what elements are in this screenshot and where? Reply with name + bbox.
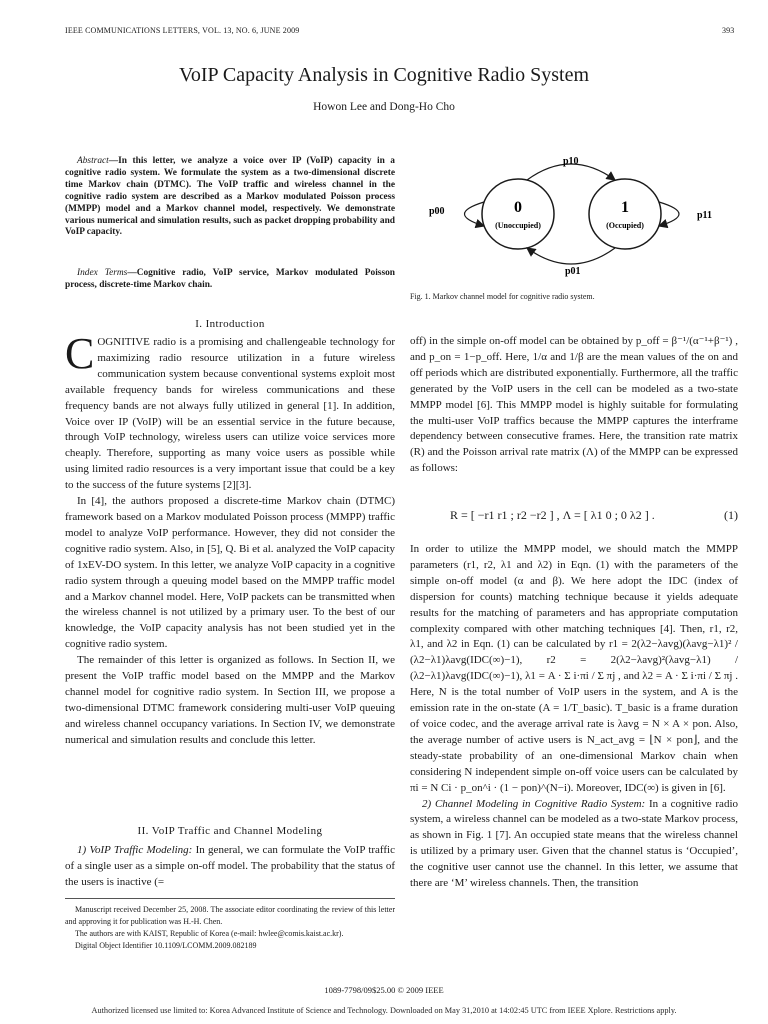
self-loop-p00-arrow bbox=[465, 202, 485, 226]
subsection-1-title: 1) VoIP Traffic Modeling: bbox=[77, 844, 193, 856]
running-header: IEEE COMMUNICATIONS LETTERS, VOL. 13, NO. 6, JUNE 2009 bbox=[65, 26, 300, 35]
index-terms-label: Index Terms bbox=[77, 268, 128, 278]
intro-paragraph-2: In [4], the authors proposed a discrete-time Markov chain (DTMC) framework based on a Markov modulated Poisson process (MMPP) traffic model to analyze VoIP performance. However, they did not consider the cognitive radio system. Also, in [5], Q. Bi et al. analyzed the VoIP capacity of 1xEV-DO system. In this letter, we analyze VoIP capacity in a cognitive radio system through a queuing model based on the MMPP traffic model and a Markov channel model. Here, VoIP packets can be transmitted when the wireless channel is not utilized by a primary user. To the best of our knowledge, the VoIP capacity analysis has not been studied yet in the cognitive radio system. bbox=[65, 495, 395, 651]
equation-1 bbox=[450, 508, 738, 523]
label-p11: p11 bbox=[697, 210, 713, 221]
label-p10: p10 bbox=[563, 156, 579, 167]
label-p01: p01 bbox=[565, 266, 581, 277]
right-column-body bbox=[410, 334, 738, 477]
state-1-label: (Occupied) bbox=[606, 221, 644, 230]
intro-paragraph-3: The remainder of this letter is organized as follows. In Section II, we present the VoIP traffic model based on the MMPP and the Markov channel model for cognitive radio system. In Section III, we propose a two-dimensional DTMC framework considering multi-user VoIP queuing and wireless channel occupancy variations. In Section IV, we demonstrate numerical and simulation results and conclude this letter. bbox=[65, 654, 395, 746]
subsection-2-title: 2) Channel Modeling in Cognitive Radio System: bbox=[422, 797, 646, 810]
channel-model-paragraph bbox=[410, 797, 738, 892]
footnote-doi: Digital Object Identifier 10.1109/LCOMM.2009.082189 bbox=[75, 941, 257, 950]
state-1-value: 1 bbox=[621, 199, 629, 216]
section-2-body bbox=[65, 843, 395, 891]
footnote-affiliation: The authors are with KAIST, Republic of Korea (e-mail: hwlee@comis.kaist.ac.kr). bbox=[75, 929, 344, 938]
traffic-model-paragraph bbox=[65, 843, 395, 891]
equation-1-number: (1) bbox=[724, 508, 738, 522]
dropcap: C bbox=[65, 329, 95, 378]
label-p00: p00 bbox=[429, 206, 445, 217]
paper-title: VoIP Capacity Analysis in Cognitive Radio System bbox=[179, 64, 589, 86]
self-loop-p11-arrow bbox=[659, 202, 679, 226]
section-1-heading: I. Introduction bbox=[195, 318, 265, 330]
section-1-body bbox=[65, 329, 395, 749]
abstract bbox=[65, 156, 395, 239]
transition-p01-arrow bbox=[527, 248, 615, 264]
traffic-model-continued: off) in the simple on-off model can be obtained by p_off = β⁻¹/(α⁻¹+β⁻¹) , and p_on = 1−p_off. Here, 1/α and 1/β are the mean values of the on and off periods which are distributed exponentially. Furthermore, all the traffic generated by the VoIP users in the cell can be modeled as a two-state MMPP model [6]. This MMPP model is highly suitable for formulating the multi-user VoIP traffics because the MMPP captures the interframe dependency between consecutive frames. Here, the transition rate matrix (R) and the Poisson arrival rate matrix (Λ) of the MMPP can be expressed as follows: bbox=[410, 335, 738, 475]
copyright-line: 1089-7798/09$25.00 © 2009 IEEE bbox=[324, 985, 444, 995]
author-list: Howon Lee and Dong-Ho Cho bbox=[313, 101, 455, 113]
intro-paragraph-1 bbox=[65, 329, 395, 494]
abstract-label: Abstract bbox=[77, 156, 109, 166]
footnote-rule bbox=[65, 898, 395, 899]
state-0-label: (Unoccupied) bbox=[495, 221, 541, 230]
mmpp-matching-paragraph: In order to utilize the MMPP model, we should match the MMPP parameters (r1, r2, λ1 and λ2) in Eqn. (1) with the parameters of the simple on-off model (α and β). We here adopt the IDC (index of dispersion for counts) matching technique because it yields adequate results for the matching of parameters and has appropriate computation complexity compared with other matching techniques [4]. Then, r1, r2, λ1, and λ2 in Eqn. (1) can be calculated by r1 = 2(λ2−λavg)(λavg−λ1)² / (λ2−λ1)λavg(IDC(∞)−1), r2 = 2(λ2−λavg)²(λavg−λ1) / (λ2−λ1)λavg(IDC(∞)−1), λ1 = A · Σ i·πi / Σ πj , and λ2 = A · Σ i·πi / Σ πj . Here, N is the total number of VoIP users in the system, and A is the emission rate in the on-state (A = 1/T_basic). T_basic is a frame duration of voice codec, and the average arrival rate is λavg = N × A × pon. Also, the average number of active users is N_act_avg = ⌊N × pon⌋, and the steady-state probability of an one-dimensional Markov chain when considering N independent simple on-off voice users can be calculated by πi = N Ci · p_on^i · (1 − pon)^(N−i). Moreover, IDC(∞) is given in [6]. bbox=[410, 543, 738, 794]
figure-caption: Fig. 1. Markov channel model for cognitive radio system. bbox=[410, 292, 595, 301]
index-terms bbox=[65, 268, 395, 292]
abstract-text: —In this letter, we analyze a voice over IP (VoIP) capacity in a cognitive radio system. We formulate the system as a two-dimensional discrete time Markov chain (DTMC). The VoIP traffic and wireless channel in the cognitive radio system are described as a Markov modulated Poisson process (MMPP) model and a Markov channel model, respectively. We demonstrate various numerical and simulation results, such as packet dropping probability and VoIP capacity. bbox=[65, 156, 395, 238]
intro-p1-text: OGNITIVE radio is a promising and challengeable technology for maximizing radio resource utilization in a future wireless communication system because conventional systems exploit most available frequency bands for wireless communications and these frequency bands are not always fully utilized in general [1]. In addition, Voice over IP (VoIP) will be an essential service in the future because, through VoIP technology, wireless users can utilize voice services more cheaply. Therefore, supporting as many voice users as possible while using limited radio resources is a very important issue that could be a key to the success of the future systems [2][3]. bbox=[65, 336, 395, 492]
markov-channel-figure bbox=[415, 150, 725, 282]
right-column-body-2 bbox=[410, 542, 738, 892]
index-terms-text: —Cognitive radio, VoIP service, Markov modulated Poisson process, discrete-time Markov chain. bbox=[65, 268, 395, 290]
equation-1-body: R = [ −r1 r1 ; r2 −r2 ] , Λ = [ λ1 0 ; 0 λ2 ] . bbox=[450, 508, 655, 522]
footnote-received: Manuscript received December 25, 2008. The associate editor coordinating the review of this letter and approving it for publication was H.-H. Chen. bbox=[65, 905, 395, 926]
subsection-1-text: In general, we can formulate the VoIP traffic of a single user as a simple on-off model. The probability that the status of the users is inactive (= bbox=[65, 844, 395, 888]
footnote bbox=[65, 904, 395, 952]
license-notice: Authorized licensed use limited to: Korea Advanced Institute of Science and Technology. Downloaded on May 31,2010 at 14:02:45 UTC from IEEE Xplore. Restrictions apply. bbox=[91, 1006, 677, 1015]
subsection-2-text: In a cognitive radio system, a wireless channel can be modeled as a two-state Markov process, as shown in Fig. 1 [7]. An occupied state means that the wireless channel is utilized by a primary user. Given that the channel status is ‘Occupied’, the cognitive user cannot use the channel. In this letter, we assume that there are ‘M’ wireless channels. Then, the transition bbox=[410, 797, 738, 890]
section-2-heading: II. VoIP Traffic and Channel Modeling bbox=[137, 825, 323, 837]
state-0-value: 0 bbox=[514, 199, 522, 216]
page-number: 393 bbox=[722, 26, 735, 35]
